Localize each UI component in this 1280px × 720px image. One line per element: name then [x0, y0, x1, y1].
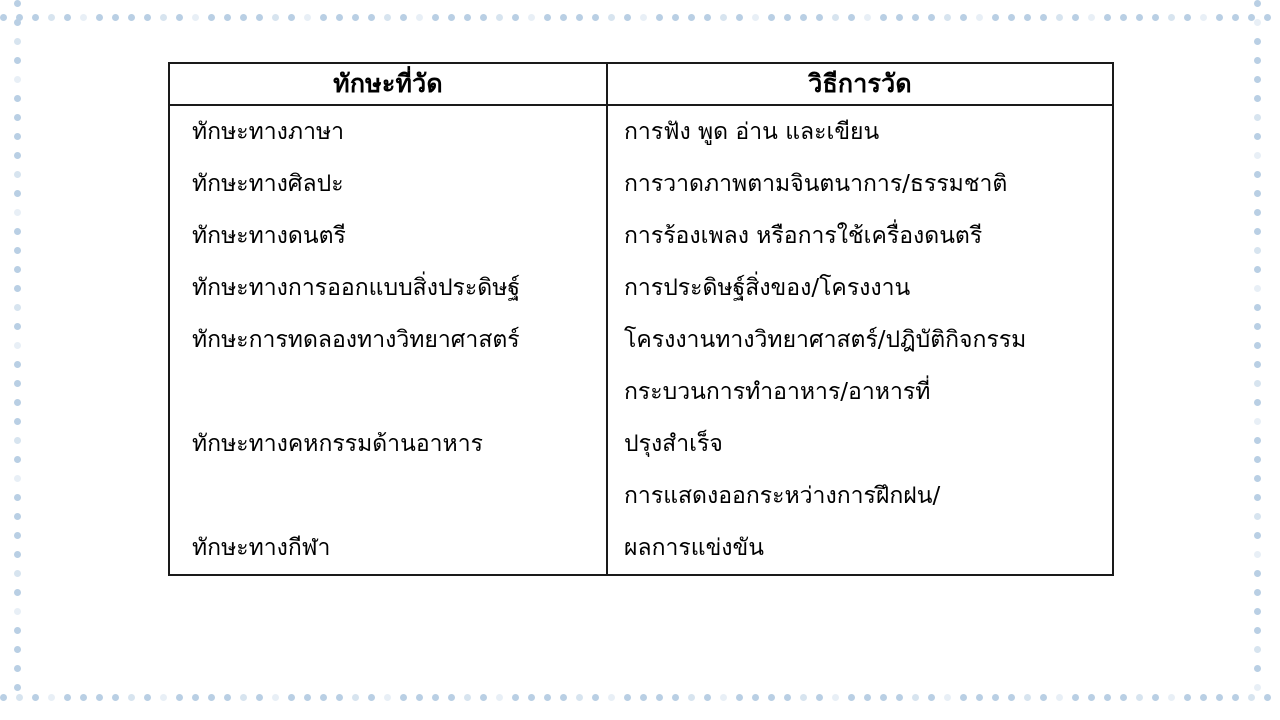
list-item: การประดิษฐ์สิ่งของ/โครงงาน: [624, 275, 911, 301]
table-cell-methods: [607, 105, 1113, 575]
list-item: ทักษะการทดลองทางวิทยาศาสตร์: [192, 327, 520, 353]
table-row: [169, 105, 1113, 575]
list-item: ทักษะทางดนตรี: [192, 223, 346, 249]
list-item: การร้องเพลง หรือการใช้เครื่องดนตรี: [624, 223, 983, 249]
list-item: ทักษะทางคหกรรมด้านอาหาร: [192, 431, 483, 457]
method-list: [608, 106, 1112, 574]
list-item: การวาดภาพตามจินตนาการ/ธรรมชาติ: [624, 171, 1008, 197]
list-item: การแสดงออกระหว่างการฝึกฝน/: [624, 483, 941, 509]
list-item: ทักษะทางศิลปะ: [192, 171, 344, 197]
list-item: ผลการแข่งขัน: [624, 535, 764, 561]
skill-table-container: [168, 62, 1112, 576]
list-item: ปรุงสำเร็จ: [624, 431, 723, 457]
list-item: การฟัง พูด อ่าน และเขียน: [624, 119, 880, 145]
list-item-spacer: [170, 470, 606, 522]
table-header-skill: ทักษะที่วัด: [169, 63, 607, 105]
table-header-method: วิธีการวัด: [607, 63, 1113, 105]
table-cell-skills: [169, 105, 607, 575]
list-item: กระบวนการทำอาหาร/อาหารที่: [624, 379, 931, 405]
table-header-row: [169, 63, 1113, 105]
list-item: โครงงานทางวิทยาศาสตร์/ปฎิบัติกิจกรรม: [624, 327, 1027, 353]
list-item: ทักษะทางภาษา: [192, 119, 345, 145]
skill-list: [170, 106, 606, 574]
list-item-spacer: [170, 366, 606, 418]
skill-measurement-table: [168, 62, 1114, 576]
list-item: ทักษะทางกีฬา: [192, 535, 331, 561]
list-item: ทักษะทางการออกแบบสิ่งประดิษฐ์: [192, 275, 521, 301]
